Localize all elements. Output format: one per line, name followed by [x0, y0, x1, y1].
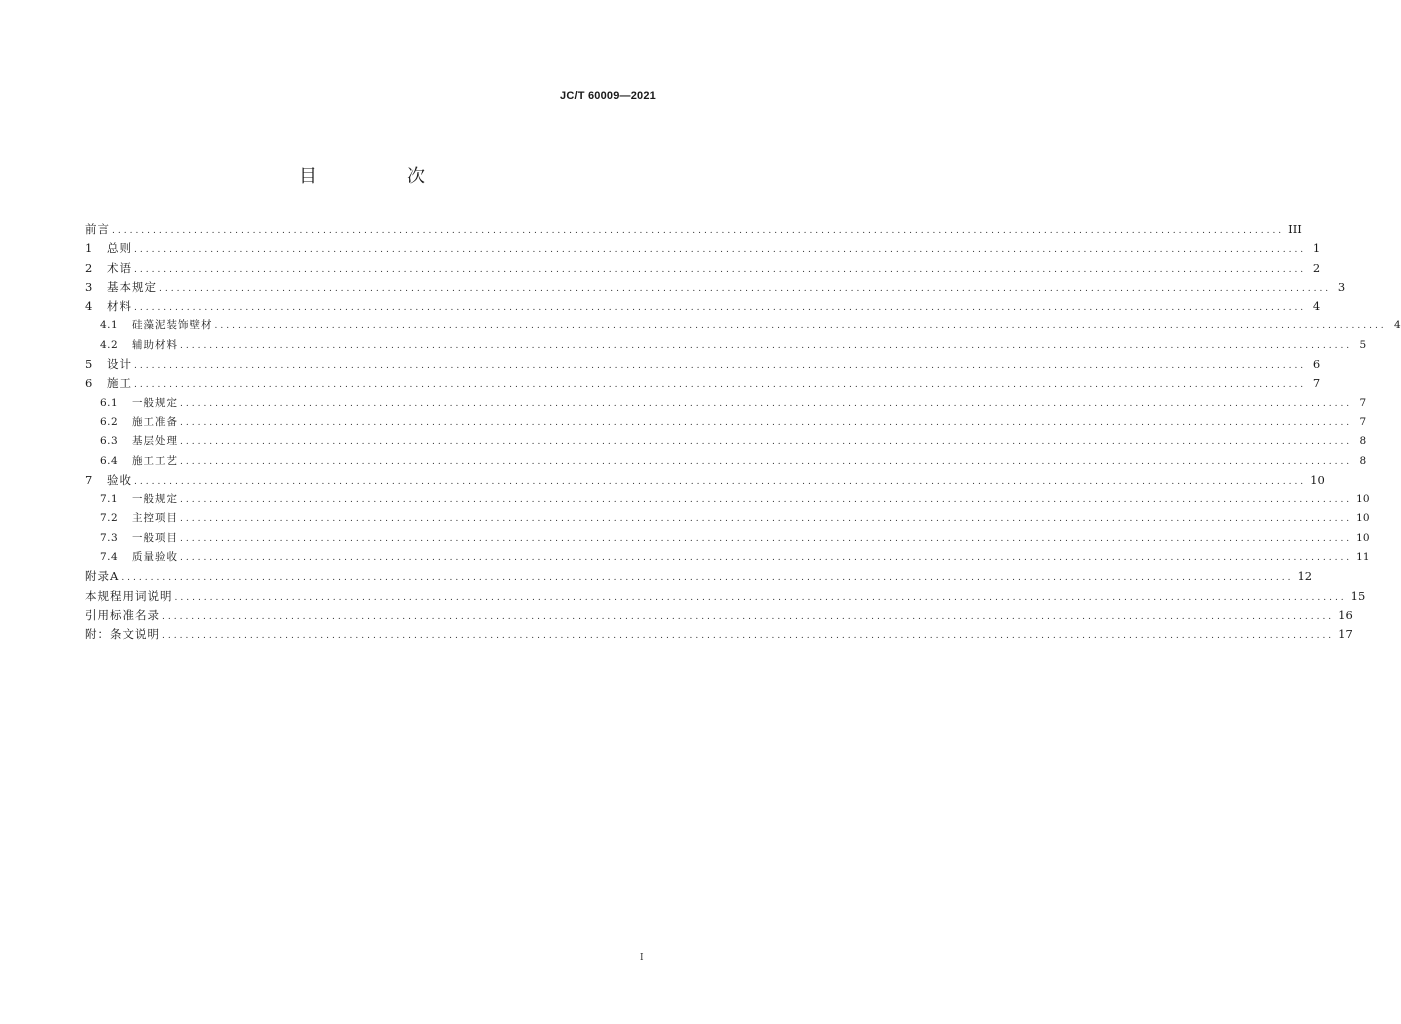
- toc-entry-page: 17: [1338, 627, 1353, 642]
- toc-entry-page: 4: [1312, 299, 1321, 314]
- toc-entry-page: 15: [1350, 588, 1366, 603]
- toc-subentry[interactable]: [85, 510, 1370, 529]
- toc-entry-label: 主控项目: [132, 512, 178, 525]
- page-number: I: [640, 953, 644, 963]
- toc-entry-number: 4: [85, 299, 93, 314]
- toc-subentry[interactable]: [85, 453, 1367, 472]
- toc-leader-dots: ........................................................................................................................................................................................................: [134, 264, 1307, 275]
- toc-leader-dots: ........................................................................................................................................................................................................: [180, 495, 1353, 506]
- toc-entry-number: 6.2: [100, 415, 119, 428]
- toc-leader-dots: ........................................................................................................................................................................................................: [134, 380, 1307, 391]
- toc-entry-label: 施工准备: [132, 415, 178, 428]
- toc-entry[interactable]: [85, 588, 1366, 607]
- toc-leader-dots: ........................................................................................................................................................................................................: [121, 573, 1294, 584]
- toc-entry-page: 10: [1356, 531, 1370, 544]
- toc-entry-number: 6: [85, 376, 93, 391]
- toc-entry-label: 一般规定: [132, 493, 178, 506]
- toc-leader-dots: ........................................................................................................................................................................................................: [134, 303, 1307, 314]
- toc-leader-dots: ........................................................................................................................................................................................................: [112, 226, 1285, 236]
- toc-leader-dots: ........................................................................................................................................................................................................: [159, 283, 1332, 294]
- toc-entry-label: 前言: [85, 222, 110, 236]
- toc-entry[interactable]: [85, 240, 1321, 259]
- toc-entry-page: 4: [1393, 319, 1401, 332]
- standard-code: JC/T 60009—2021: [560, 90, 656, 102]
- toc-entry-label: 术语: [107, 260, 132, 275]
- toc-entry-label: 硅藻泥装饰壁材: [132, 319, 213, 332]
- toc-entry[interactable]: [85, 221, 1302, 240]
- toc-entry-page: 8: [1359, 454, 1367, 467]
- toc-subentry[interactable]: [85, 549, 1370, 568]
- toc-leader-dots: ........................................................................................................................................................................................................: [134, 476, 1307, 487]
- toc-entry-number: 2: [85, 260, 93, 275]
- toc-entry-page: 7: [1312, 376, 1321, 391]
- toc-entry[interactable]: [85, 375, 1321, 394]
- toc-entry-page: 8: [1359, 435, 1367, 448]
- page-title: 目 次: [299, 166, 461, 187]
- toc-leader-dots: ........................................................................................................................................................................................................: [180, 456, 1353, 467]
- toc-entry-label: 一般规定: [132, 396, 178, 409]
- toc-entry-label: 施工工艺: [132, 454, 178, 467]
- toc-entry-page: 11: [1356, 551, 1370, 564]
- toc-entry-label: 辅助材料: [132, 338, 178, 351]
- table-of-contents: [85, 221, 1401, 646]
- toc-entry-number: 1: [85, 241, 93, 256]
- toc-leader-dots: ........................................................................................................................................................................................................: [180, 514, 1353, 525]
- toc-entry-number: 6.4: [100, 454, 119, 467]
- toc-entry-page: III: [1288, 222, 1302, 236]
- toc-leader-dots: ........................................................................................................................................................................................................: [180, 398, 1353, 409]
- toc-entry-page: 10: [1310, 472, 1325, 487]
- toc-subentry[interactable]: [85, 530, 1370, 549]
- toc-entry-page: 10: [1356, 493, 1370, 506]
- toc-leader-dots: ........................................................................................................................................................................................................: [180, 340, 1353, 351]
- toc-entry-label: 总则: [107, 241, 132, 256]
- toc-entry-number: 6.3: [100, 435, 119, 448]
- toc-entry-number: 7: [85, 472, 93, 487]
- toc-entry-label: 引用标准名录: [85, 607, 160, 622]
- toc-leader-dots: ........................................................................................................................................................................................................: [180, 417, 1353, 428]
- toc-entry-number: 7.1: [100, 493, 119, 506]
- toc-entry-label: 设计: [107, 357, 132, 372]
- toc-entry-label: 质量验收: [132, 551, 178, 564]
- toc-entry-label: 附：条文说明: [85, 627, 160, 642]
- toc-entry-number: 3: [85, 279, 93, 294]
- toc-entry[interactable]: [85, 356, 1321, 375]
- toc-entry-page: 10: [1356, 512, 1370, 525]
- toc-entry-label: 一般项目: [132, 531, 178, 544]
- toc-subentry[interactable]: [85, 395, 1367, 414]
- toc-entry[interactable]: [85, 298, 1321, 317]
- toc-entry-number: 4.2: [100, 338, 119, 351]
- toc-entry-page: 3: [1337, 279, 1346, 294]
- toc-leader-dots: ........................................................................................................................................................................................................: [174, 592, 1347, 603]
- toc-entry-label: 验收: [107, 472, 132, 487]
- toc-leader-dots: ........................................................................................................................................................................................................: [134, 245, 1307, 256]
- toc-entry-page: 5: [1359, 338, 1367, 351]
- toc-subentry[interactable]: [85, 491, 1370, 510]
- toc-leader-dots: ........................................................................................................................................................................................................: [162, 631, 1335, 642]
- toc-entry-page: 16: [1338, 607, 1353, 622]
- toc-entry-label: 基本规定: [107, 279, 157, 294]
- toc-leader-dots: ........................................................................................................................................................................................................: [134, 361, 1307, 372]
- toc-entry-label: 施工: [107, 376, 132, 391]
- toc-entry-label: 基层处理: [132, 435, 178, 448]
- toc-entry-number: 7.3: [100, 531, 119, 544]
- toc-entry-number: 7.2: [100, 512, 119, 525]
- toc-entry[interactable]: [85, 607, 1353, 626]
- toc-entry-page: 2: [1312, 260, 1321, 275]
- toc-entry-page: 6: [1312, 357, 1321, 372]
- toc-subentry[interactable]: [85, 433, 1367, 452]
- toc-subentry[interactable]: [85, 414, 1367, 433]
- toc-leader-dots: ........................................................................................................................................................................................................: [162, 611, 1335, 622]
- toc-entry-page: 12: [1297, 569, 1313, 584]
- toc-subentry[interactable]: [85, 337, 1367, 356]
- toc-entry[interactable]: [85, 568, 1313, 587]
- toc-entry[interactable]: [85, 279, 1346, 298]
- toc-leader-dots: ........................................................................................................................................................................................................: [214, 321, 1387, 332]
- toc-entry-number: 4.1: [100, 319, 119, 332]
- toc-entry-page: 7: [1359, 415, 1367, 428]
- toc-entry-number: 5: [85, 357, 93, 372]
- toc-entry-page: 1: [1312, 241, 1321, 256]
- toc-leader-dots: ........................................................................................................................................................................................................: [180, 553, 1353, 564]
- toc-entry-number: 6.1: [100, 396, 119, 409]
- toc-entry-label: 附录A: [85, 569, 120, 584]
- toc-subentry[interactable]: [85, 317, 1401, 336]
- toc-entry[interactable]: [85, 626, 1353, 645]
- toc-entry-label: 本规程用词说明: [85, 588, 173, 603]
- toc-entry-number: 7.4: [100, 551, 119, 564]
- toc-entry[interactable]: [85, 472, 1325, 491]
- toc-leader-dots: ........................................................................................................................................................................................................: [180, 533, 1353, 544]
- toc-entry-page: 7: [1359, 396, 1367, 409]
- toc-entry-label: 材料: [107, 299, 132, 314]
- toc-entry[interactable]: [85, 260, 1321, 279]
- toc-leader-dots: ........................................................................................................................................................................................................: [180, 437, 1353, 448]
